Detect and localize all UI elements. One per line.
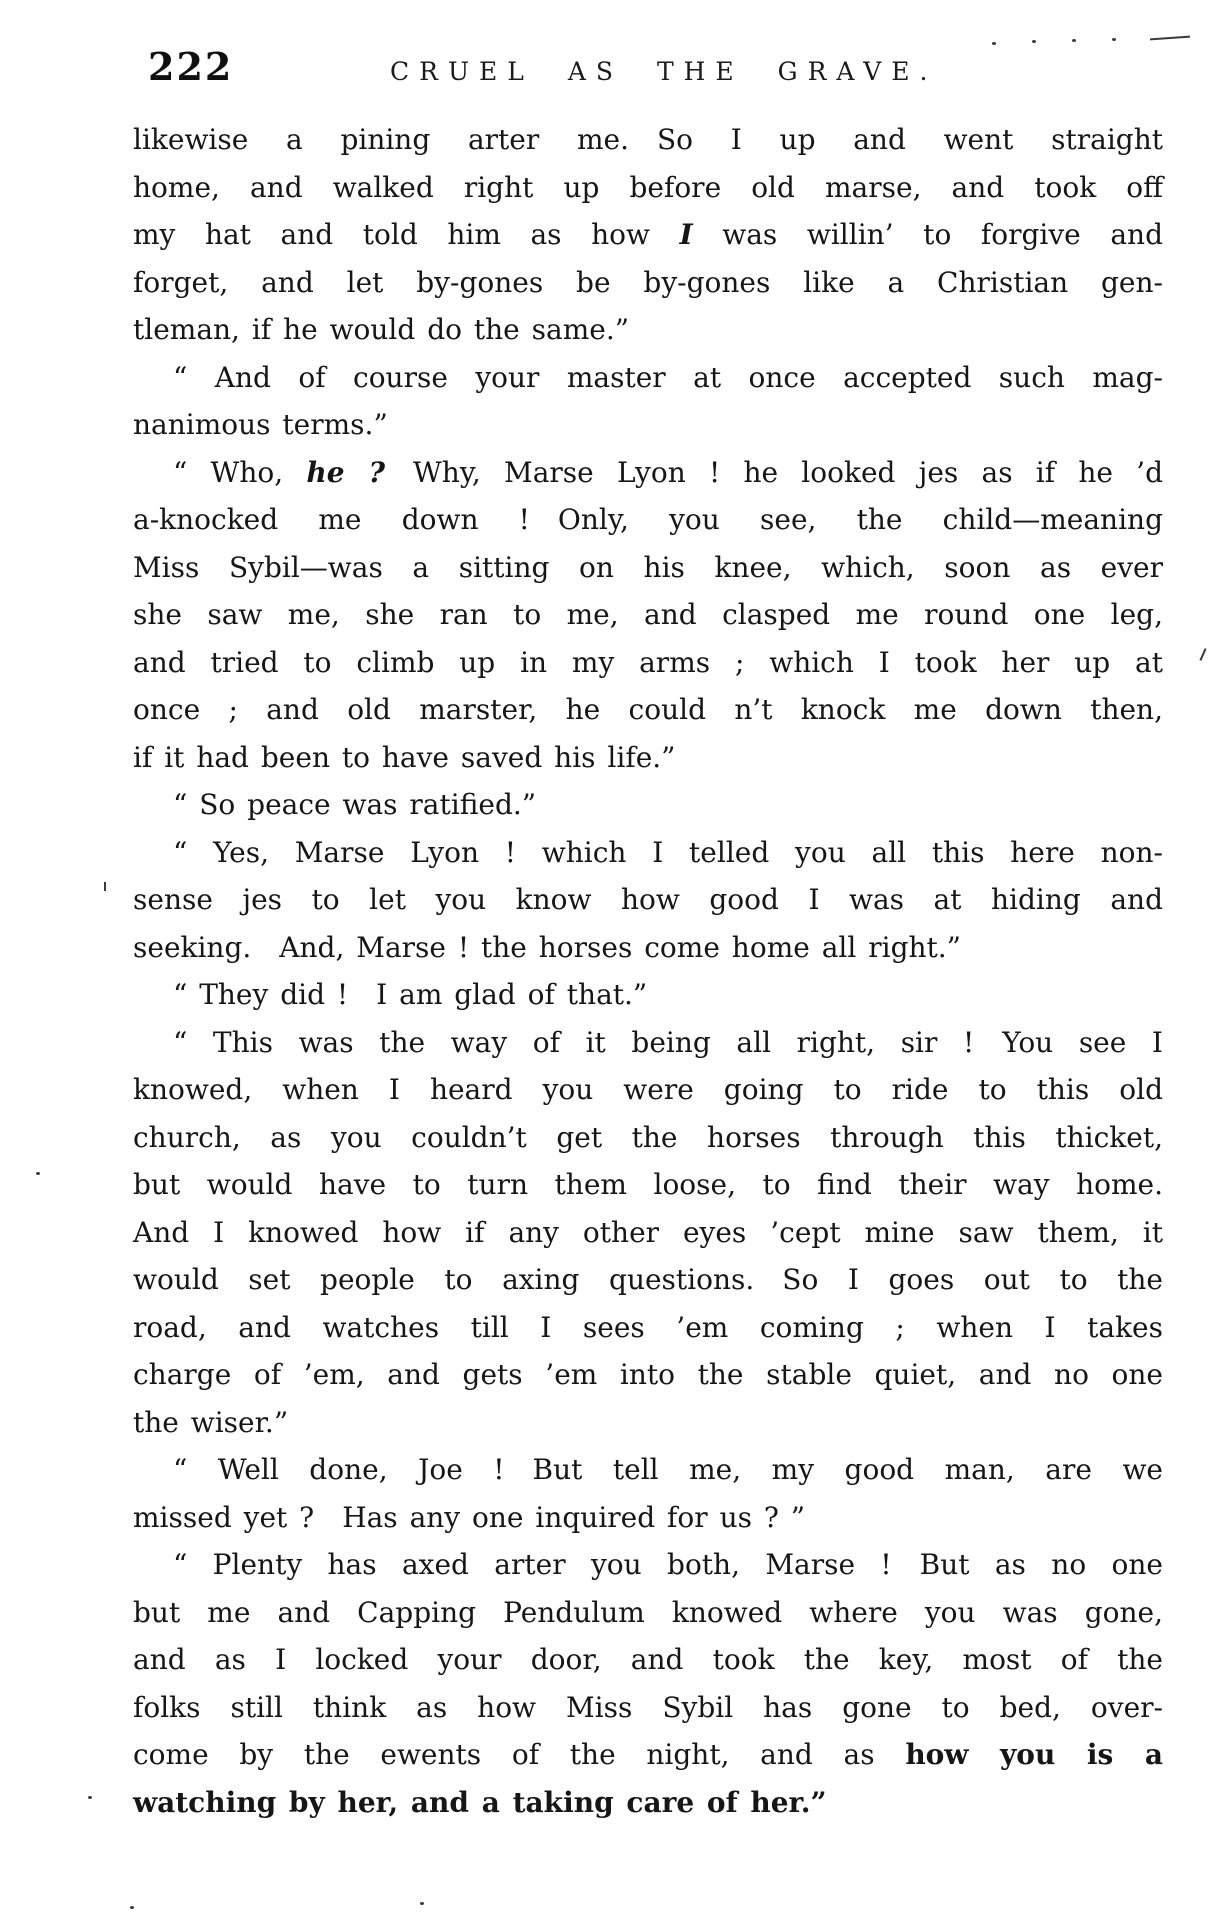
- scan-artifact: [1032, 40, 1036, 43]
- text-run: road, and watches till I sees ’em coming ; when I takes: [133, 1310, 1163, 1344]
- text-run: charge of ’em, and gets ’em into the stable quiet, and no one: [133, 1358, 1163, 1391]
- text-line: [133, 876, 1163, 924]
- scan-artifact: [88, 1796, 92, 1799]
- text-run: but would have to turn them loose, to find their way home.: [133, 1168, 1163, 1201]
- text-run: watching by her, and a taking care of her.”: [133, 1785, 827, 1819]
- text-line: [133, 1066, 1163, 1114]
- text-run: church, as you couldn’t get the horses through this thicket,: [133, 1120, 1163, 1154]
- paragraph: [133, 1446, 1163, 1541]
- paragraph: [133, 1541, 1163, 1826]
- paragraph: [133, 829, 1163, 972]
- text-run: Miss Sybil—was a sitting on his knee, which, soon as ever: [133, 550, 1163, 584]
- paragraph: [133, 116, 1163, 354]
- scan-artifact: [104, 882, 106, 891]
- text-run: And I knowed how if any other eyes ’cept mine saw them, it: [133, 1215, 1163, 1249]
- text-line: [133, 1589, 1163, 1637]
- text-line: [133, 1399, 1163, 1447]
- text-line: [133, 686, 1163, 734]
- scan-artifact: [1199, 648, 1206, 661]
- text-line: [133, 1019, 1163, 1067]
- scan-artifact: [992, 42, 996, 45]
- text-line: [133, 1256, 1163, 1304]
- text-line: [133, 496, 1163, 544]
- text-line: [133, 781, 1163, 829]
- text-line: [133, 1351, 1163, 1399]
- text-line: [133, 116, 1163, 164]
- text-run: forget, and let by-gones be by-gones like a Christian gen-: [133, 265, 1163, 299]
- text-line: [133, 354, 1163, 402]
- scan-artifact: [130, 1906, 134, 1909]
- text-run: she saw me, she ran to me, and clasped me round one leg,: [133, 598, 1163, 631]
- text-line: [133, 164, 1163, 212]
- text-line: [133, 639, 1163, 687]
- text-run: home, and walked right up before old marse, and took off: [133, 170, 1163, 204]
- text-run: “ So peace was ratified.”: [173, 788, 537, 821]
- paragraph: [133, 781, 1163, 829]
- scan-artifact: [1112, 38, 1116, 41]
- text-line: [133, 829, 1163, 877]
- text-run: “ And of course your master at once accepted such mag-: [173, 360, 1163, 394]
- text-run: and as I locked your door, and took the key, most of the: [133, 1643, 1163, 1676]
- text-run: “ They did ! I am glad of that.”: [173, 978, 648, 1011]
- text-run: knowed, when I heard you were going to ride to this old: [133, 1073, 1163, 1106]
- text-line: [133, 591, 1163, 639]
- text-run: and tried to climb up in my arms ; which I took her up at: [133, 645, 1163, 679]
- text-run: “ This was the way of it being all right, sir ! You see I: [173, 1025, 1163, 1059]
- scan-artifact: [420, 1902, 424, 1905]
- text-run: I: [679, 218, 693, 251]
- text-line: [133, 971, 1163, 1019]
- text-line: [133, 544, 1163, 592]
- text-run: would set people to axing questions. So I goes out to the: [133, 1263, 1163, 1296]
- text-run: the wiser.”: [133, 1405, 289, 1439]
- text-run: he ?: [306, 455, 385, 489]
- text-run: seeking. And, Marse ! the horses come home all right.”: [133, 930, 961, 964]
- text-run: missed yet ? Has any one inquired for us ? ”: [133, 1500, 806, 1534]
- page-number: 222: [148, 44, 234, 89]
- text-run: tleman, if he would do the same.”: [133, 313, 630, 346]
- text-run: come by the ewents of the night, and as: [133, 1738, 906, 1771]
- text-run: nanimous terms.”: [133, 408, 388, 441]
- running-title: CRUEL AS THE GRAVE.: [390, 57, 938, 86]
- text-run: once ; and old marster, he could n’t knock me down then,: [133, 693, 1163, 726]
- text-line: [133, 1209, 1163, 1257]
- paragraph: [133, 1019, 1163, 1447]
- text-line: [133, 1114, 1163, 1162]
- text-run: likewise a pining arter me. So I up and went straight: [133, 123, 1163, 156]
- text-line: [133, 1446, 1163, 1494]
- text-run: “ Who,: [173, 455, 307, 489]
- text-run: my hat and told him as how: [133, 218, 680, 251]
- paragraph: [133, 971, 1163, 1019]
- text-line: [133, 1731, 1163, 1779]
- text-line: [133, 734, 1163, 782]
- text-run: Why, Marse Lyon ! he looked jes as if he ’d: [385, 455, 1163, 489]
- text-run: folks still think as how Miss Sybil has gone to bed, over-: [133, 1690, 1163, 1724]
- text-run: “ Well done, Joe ! But tell me, my good man, are we: [173, 1453, 1163, 1486]
- text-run: but me and Capping Pendulum knowed where you was gone,: [133, 1595, 1163, 1629]
- text-line: [133, 1304, 1163, 1352]
- text-line: [133, 306, 1163, 354]
- text-line: [133, 1684, 1163, 1732]
- scan-artifact: [1072, 39, 1076, 42]
- text-run: a-knocked me down ! Only, you see, the child—meaning: [133, 503, 1163, 536]
- scan-artifact: [36, 1172, 40, 1175]
- text-run: “ Yes, Marse Lyon ! which I telled you all this here non-: [173, 835, 1163, 869]
- text-line: [133, 924, 1163, 972]
- paragraph: [133, 354, 1163, 449]
- scan-artifact: [1150, 36, 1190, 41]
- text-run: was willin’ to forgive and: [692, 218, 1163, 251]
- page-body: [133, 116, 1163, 1826]
- text-line: [133, 211, 1163, 259]
- paragraph: [133, 449, 1163, 782]
- text-line: [133, 1636, 1163, 1684]
- text-line: [133, 449, 1163, 497]
- text-run: sense jes to let you know how good I was at hiding and: [133, 883, 1163, 916]
- text-line: [133, 1779, 1163, 1827]
- text-run: “ Plenty has axed arter you both, Marse ! But as no one: [173, 1548, 1163, 1581]
- text-line: [133, 401, 1163, 449]
- text-line: [133, 1161, 1163, 1209]
- text-run: how you is a: [905, 1738, 1163, 1771]
- text-line: [133, 259, 1163, 307]
- text-run: if it had been to have saved his life.”: [133, 740, 676, 774]
- text-line: [133, 1541, 1163, 1589]
- text-line: [133, 1494, 1163, 1542]
